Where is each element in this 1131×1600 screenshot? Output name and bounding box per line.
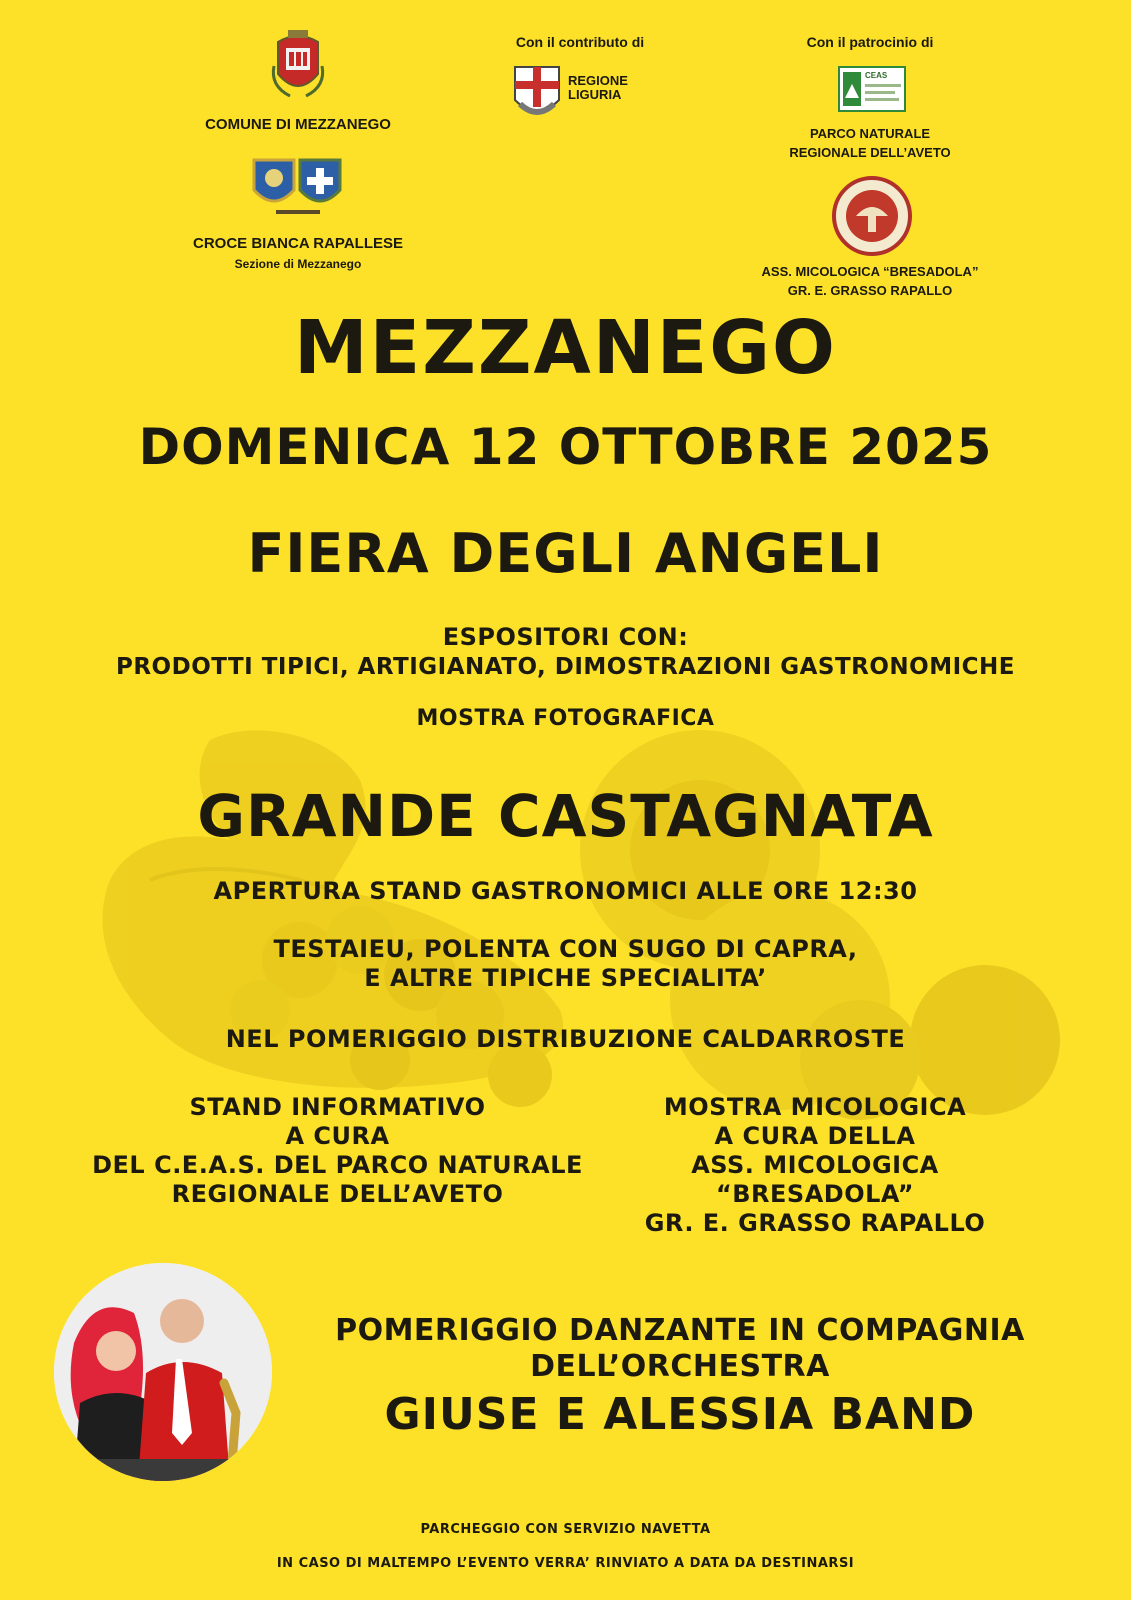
food-line2: E ALTRE TIPICHE SPECIALITA’ (364, 964, 767, 992)
weather-note: IN CASO DI MALTEMPO L’EVENTO VERRA’ RINVIATO A DATA DA DESTINARSI (276, 1556, 855, 1571)
stand-informativo-block (30, 1093, 645, 1209)
parco-caption (760, 124, 980, 162)
micologica-caption (720, 262, 1020, 300)
fair-title: FIERA DEGLI ANGELI (247, 522, 884, 585)
left-col-line: A CURA (285, 1122, 390, 1150)
expo-products: PRODOTTI TIPICI, ARTIGIANATO, DIMOSTRAZIONI GASTRONOMICHE (115, 654, 1016, 680)
band-name: GIUSE E ALESSIA BAND (384, 1389, 976, 1440)
micologica-line1: ASS. MICOLOGICA “BRESADOLA” (761, 264, 979, 279)
parking-note: PARCHEGGIO CON SERVIZIO NAVETTA (420, 1522, 711, 1537)
dance-line1: POMERIGGIO DANZANTE IN COMPAGNIA (335, 1313, 1025, 1348)
town-title: MEZZANEGO (294, 305, 837, 391)
castagnata-title: GRANDE CASTAGNATA (197, 782, 934, 850)
event-date: DOMENICA 12 OTTOBRE 2025 (138, 418, 993, 476)
expo-heading: ESPOSITORI CON: (442, 623, 689, 651)
patrocinio-label: Con il patrocinio di (806, 34, 934, 50)
croce-bianca-caption: CROCE BIANCA RAPALLESE (192, 235, 403, 252)
photo-exhibit: MOSTRA FOTOGRAFICA (416, 706, 715, 731)
micologica-line2: GR. E. GRASSO RAPALLO (787, 283, 953, 298)
left-col-line: DEL C.E.A.S. DEL PARCO NATURALE (92, 1151, 583, 1179)
food-line1: TESTAIEU, POLENTA CON SUGO DI CAPRA, (273, 935, 858, 963)
ceas-badge-text: CEAS (865, 71, 888, 80)
croce-bianca-section: Sezione di Mezzanego (234, 257, 362, 271)
ceas-mountain-icon (843, 72, 861, 106)
mostra-micologica-block (600, 1093, 1030, 1238)
caldarroste: NEL POMERIGGIO DISTRIBUZIONE CALDARROSTE (225, 1025, 906, 1053)
parco-line1: PARCO NATURALE (809, 126, 931, 141)
right-col-line: “BRESADOLA” (715, 1180, 915, 1208)
parco-line2: REGIONALE DELL’AVETO (789, 145, 951, 160)
left-col-line: REGIONALE DELL’AVETO (171, 1180, 504, 1208)
croce-bianca-crest-icon (246, 150, 350, 220)
stand-opening: APERTURA STAND GASTRONOMICI ALLE ORE 12:30 (213, 877, 918, 905)
right-col-line: A CURA DELLA (714, 1122, 916, 1150)
comune-crest-icon (268, 26, 328, 102)
regione-line1: REGIONE (568, 73, 628, 88)
right-col-line: MOSTRA MICOLOGICA (663, 1093, 967, 1121)
ceas-logo (838, 66, 906, 112)
right-col-line: GR. E. GRASSO RAPALLO (644, 1209, 986, 1237)
contributo-label: Con il contributo di (515, 34, 645, 50)
left-col-line: STAND INFORMATIVO (189, 1093, 486, 1121)
regione-liguria-logo-text (568, 74, 628, 102)
regione-liguria-shield-icon (512, 64, 562, 124)
regione-line2: LIGURIA (568, 87, 622, 102)
dance-line2: DELL’ORCHESTRA (530, 1349, 830, 1384)
band-photo-illustration (54, 1263, 272, 1481)
comune-caption: COMUNE DI MEZZANEGO (205, 116, 391, 133)
right-col-line: ASS. MICOLOGICA (691, 1151, 939, 1179)
micologica-logo-icon (832, 176, 912, 256)
band-photo (54, 1263, 272, 1481)
